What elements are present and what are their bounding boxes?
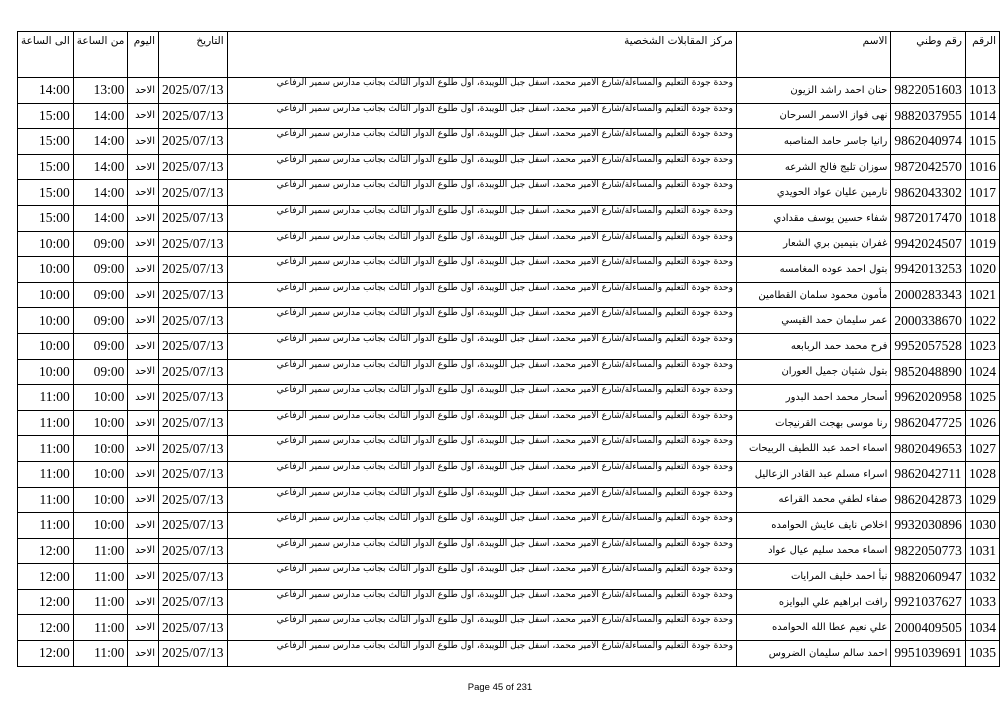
- table-row: [18, 513, 1000, 539]
- cell-name: رنا موسى بهجت القرنيجات: [736, 410, 890, 436]
- cell-national-id: 9932030896: [891, 513, 966, 539]
- cell-date: 2025/07/13: [159, 129, 228, 155]
- cell-name: بتول احمد عوده المغامسه: [736, 257, 890, 283]
- cell-center: وحدة جودة التعليم والمساءلة/شارع الامير محمد، اسفل جبل اللويبدة، اول طلوع الدوار الثالث بجانب مدارس سمير الرفاعي: [227, 282, 736, 308]
- table-row: [18, 205, 1000, 231]
- cell-number: 1017: [965, 180, 999, 206]
- cell-from-time: 14:00: [73, 103, 128, 129]
- cell-national-id: 9882037955: [891, 103, 966, 129]
- cell-day: الاحد: [128, 359, 159, 385]
- cell-from-time: 10:00: [73, 513, 128, 539]
- cell-date: 2025/07/13: [159, 231, 228, 257]
- table-row: [18, 564, 1000, 590]
- cell-center: وحدة جودة التعليم والمساءلة/شارع الامير محمد، اسفل جبل اللويبدة، اول طلوع الدوار الثالث بجانب مدارس سمير الرفاعي: [227, 205, 736, 231]
- cell-to-time: 12:00: [18, 538, 74, 564]
- cell-date: 2025/07/13: [159, 359, 228, 385]
- cell-name: علي نعيم عطا الله الحوامده: [736, 615, 890, 641]
- cell-name: أسحار محمد احمد البدور: [736, 385, 890, 411]
- cell-to-time: 12:00: [18, 564, 74, 590]
- cell-date: 2025/07/13: [159, 641, 228, 667]
- cell-name: مأمون محمود سلمان القطامين: [736, 282, 890, 308]
- cell-name: فرح محمد حمد الربابعه: [736, 333, 890, 359]
- cell-date: 2025/07/13: [159, 461, 228, 487]
- cell-day: الاحد: [128, 282, 159, 308]
- cell-number: 1022: [965, 308, 999, 334]
- cell-national-id: 9852048890: [891, 359, 966, 385]
- table-row: [18, 359, 1000, 385]
- cell-date: 2025/07/13: [159, 410, 228, 436]
- cell-number: 1018: [965, 205, 999, 231]
- cell-from-time: 10:00: [73, 461, 128, 487]
- cell-to-time: 10:00: [18, 359, 74, 385]
- cell-date: 2025/07/13: [159, 436, 228, 462]
- cell-day: الاحد: [128, 513, 159, 539]
- cell-date: 2025/07/13: [159, 564, 228, 590]
- table-row: [18, 641, 1000, 667]
- cell-to-time: 11:00: [18, 513, 74, 539]
- table-row: [18, 129, 1000, 155]
- cell-center: وحدة جودة التعليم والمساءلة/شارع الامير محمد، اسفل جبل اللويبدة، اول طلوع الدوار الثالث بجانب مدارس سمير الرفاعي: [227, 308, 736, 334]
- cell-center: وحدة جودة التعليم والمساءلة/شارع الامير محمد، اسفل جبل اللويبدة، اول طلوع الدوار الثالث بجانب مدارس سمير الرفاعي: [227, 359, 736, 385]
- cell-to-time: 10:00: [18, 308, 74, 334]
- cell-date: 2025/07/13: [159, 385, 228, 411]
- cell-from-time: 09:00: [73, 333, 128, 359]
- cell-national-id: 9921037627: [891, 589, 966, 615]
- cell-center: وحدة جودة التعليم والمساءلة/شارع الامير محمد، اسفل جبل اللويبدة، اول طلوع الدوار الثالث بجانب مدارس سمير الرفاعي: [227, 436, 736, 462]
- cell-date: 2025/07/13: [159, 154, 228, 180]
- cell-date: 2025/07/13: [159, 487, 228, 513]
- cell-from-time: 13:00: [73, 78, 128, 104]
- cell-to-time: 15:00: [18, 103, 74, 129]
- cell-to-time: 11:00: [18, 410, 74, 436]
- cell-date: 2025/07/13: [159, 180, 228, 206]
- cell-national-id: 9822050773: [891, 538, 966, 564]
- page-number: Page 45 of 231: [467, 682, 533, 693]
- cell-number: 1035: [965, 641, 999, 667]
- cell-national-id: 9942024507: [891, 231, 966, 257]
- cell-center: وحدة جودة التعليم والمساءلة/شارع الامير محمد، اسفل جبل اللويبدة، اول طلوع الدوار الثالث بجانب مدارس سمير الرفاعي: [227, 564, 736, 590]
- cell-number: 1014: [965, 103, 999, 129]
- cell-from-time: 11:00: [73, 564, 128, 590]
- cell-day: الاحد: [128, 205, 159, 231]
- cell-day: الاحد: [128, 129, 159, 155]
- cell-date: 2025/07/13: [159, 257, 228, 283]
- cell-to-time: 11:00: [18, 487, 74, 513]
- cell-to-time: 15:00: [18, 154, 74, 180]
- cell-day: الاحد: [128, 641, 159, 667]
- cell-from-time: 11:00: [73, 538, 128, 564]
- cell-to-time: 10:00: [18, 282, 74, 308]
- cell-name: شفاء حسين يوسف مقدادي: [736, 205, 890, 231]
- cell-center: وحدة جودة التعليم والمساءلة/شارع الامير محمد، اسفل جبل اللويبدة، اول طلوع الدوار الثالث بجانب مدارس سمير الرفاعي: [227, 538, 736, 564]
- table-row: [18, 333, 1000, 359]
- cell-center: وحدة جودة التعليم والمساءلة/شارع الامير محمد، اسفل جبل اللويبدة، اول طلوع الدوار الثالث بجانب مدارس سمير الرفاعي: [227, 641, 736, 667]
- cell-day: الاحد: [128, 589, 159, 615]
- header-row: [18, 32, 1000, 78]
- table-row: [18, 436, 1000, 462]
- cell-name: اسراء مسلم عبد القادر الزعاليل: [736, 461, 890, 487]
- cell-date: 2025/07/13: [159, 513, 228, 539]
- cell-to-time: 11:00: [18, 461, 74, 487]
- cell-national-id: 9882060947: [891, 564, 966, 590]
- header-from-time: من الساعة: [73, 32, 128, 78]
- table-row: [18, 385, 1000, 411]
- cell-number: 1033: [965, 589, 999, 615]
- table-row: [18, 154, 1000, 180]
- cell-from-time: 14:00: [73, 180, 128, 206]
- cell-center: وحدة جودة التعليم والمساءلة/شارع الامير محمد، اسفل جبل اللويبدة، اول طلوع الدوار الثالث بجانب مدارس سمير الرفاعي: [227, 385, 736, 411]
- cell-name: حنان احمد راشد الزيون: [736, 78, 890, 104]
- cell-name: نارمين عليان عواد الحويدي: [736, 180, 890, 206]
- cell-date: 2025/07/13: [159, 589, 228, 615]
- cell-name: صفاء لطفي محمد القراعه: [736, 487, 890, 513]
- cell-from-time: 14:00: [73, 205, 128, 231]
- cell-center: وحدة جودة التعليم والمساءلة/شارع الامير محمد، اسفل جبل اللويبدة، اول طلوع الدوار الثالث بجانب مدارس سمير الرفاعي: [227, 410, 736, 436]
- header-to-time: الى الساعة: [18, 32, 74, 78]
- cell-national-id: 9822051603: [891, 78, 966, 104]
- cell-to-time: 14:00: [18, 78, 74, 104]
- cell-center: وحدة جودة التعليم والمساءلة/شارع الامير محمد، اسفل جبل اللويبدة، اول طلوع الدوار الثالث بجانب مدارس سمير الرفاعي: [227, 615, 736, 641]
- cell-center: وحدة جودة التعليم والمساءلة/شارع الامير محمد، اسفل جبل اللويبدة، اول طلوع الدوار الثالث بجانب مدارس سمير الرفاعي: [227, 487, 736, 513]
- cell-name: نهى فواز الاسمر السرحان: [736, 103, 890, 129]
- cell-center: وحدة جودة التعليم والمساءلة/شارع الامير محمد، اسفل جبل اللويبدة، اول طلوع الدوار الثالث بجانب مدارس سمير الرفاعي: [227, 103, 736, 129]
- cell-from-time: 09:00: [73, 282, 128, 308]
- cell-name: اسماء احمد عبد اللطيف الربيحات: [736, 436, 890, 462]
- cell-day: الاحد: [128, 487, 159, 513]
- cell-from-time: 10:00: [73, 385, 128, 411]
- cell-day: الاحد: [128, 78, 159, 104]
- cell-name: بتول شتيان جميل العوران: [736, 359, 890, 385]
- cell-date: 2025/07/13: [159, 538, 228, 564]
- table-row: [18, 231, 1000, 257]
- cell-number: 1025: [965, 385, 999, 411]
- cell-from-time: 10:00: [73, 436, 128, 462]
- cell-national-id: 9962020958: [891, 385, 966, 411]
- cell-national-id: 9862042873: [891, 487, 966, 513]
- cell-to-time: 15:00: [18, 180, 74, 206]
- cell-from-time: 11:00: [73, 641, 128, 667]
- cell-date: 2025/07/13: [159, 615, 228, 641]
- cell-from-time: 09:00: [73, 359, 128, 385]
- cell-from-time: 10:00: [73, 410, 128, 436]
- cell-day: الاحد: [128, 410, 159, 436]
- header-day: اليوم: [128, 32, 159, 78]
- cell-to-time: 10:00: [18, 333, 74, 359]
- cell-name: رافت ابراهيم علي البوايزه: [736, 589, 890, 615]
- cell-center: وحدة جودة التعليم والمساءلة/شارع الامير محمد، اسفل جبل اللويبدة، اول طلوع الدوار الثالث بجانب مدارس سمير الرفاعي: [227, 257, 736, 283]
- cell-center: وحدة جودة التعليم والمساءلة/شارع الامير محمد، اسفل جبل اللويبدة، اول طلوع الدوار الثالث بجانب مدارس سمير الرفاعي: [227, 129, 736, 155]
- table-row: [18, 487, 1000, 513]
- cell-national-id: 9862043302: [891, 180, 966, 206]
- cell-day: الاحد: [128, 180, 159, 206]
- cell-from-time: 10:00: [73, 487, 128, 513]
- cell-from-time: 09:00: [73, 257, 128, 283]
- cell-to-time: 10:00: [18, 231, 74, 257]
- cell-number: 1032: [965, 564, 999, 590]
- table-row: [18, 308, 1000, 334]
- cell-number: 1021: [965, 282, 999, 308]
- table-row: [18, 257, 1000, 283]
- cell-number: 1024: [965, 359, 999, 385]
- cell-center: وحدة جودة التعليم والمساءلة/شارع الامير محمد، اسفل جبل اللويبدة، اول طلوع الدوار الثالث بجانب مدارس سمير الرفاعي: [227, 461, 736, 487]
- cell-name: سوزان تليج فالح الشرعه: [736, 154, 890, 180]
- cell-national-id: 9862047725: [891, 410, 966, 436]
- header-date: التاريخ: [159, 32, 228, 78]
- table-row: [18, 615, 1000, 641]
- cell-center: وحدة جودة التعليم والمساءلة/شارع الامير محمد، اسفل جبل اللويبدة، اول طلوع الدوار الثالث بجانب مدارس سمير الرفاعي: [227, 78, 736, 104]
- table-body: [18, 78, 1000, 667]
- cell-number: 1029: [965, 487, 999, 513]
- cell-national-id: 2000283343: [891, 282, 966, 308]
- cell-number: 1027: [965, 436, 999, 462]
- cell-number: 1031: [965, 538, 999, 564]
- cell-from-time: 09:00: [73, 308, 128, 334]
- cell-to-time: 12:00: [18, 641, 74, 667]
- header-name: الاسم: [736, 32, 890, 78]
- cell-national-id: 9872042570: [891, 154, 966, 180]
- cell-number: 1019: [965, 231, 999, 257]
- table-row: [18, 538, 1000, 564]
- cell-national-id: 9942013253: [891, 257, 966, 283]
- cell-to-time: 15:00: [18, 129, 74, 155]
- table-row: [18, 78, 1000, 104]
- cell-name: احمد سالم سليمان الضروس: [736, 641, 890, 667]
- cell-number: 1023: [965, 333, 999, 359]
- table-row: [18, 103, 1000, 129]
- cell-national-id: 9872017470: [891, 205, 966, 231]
- cell-number: 1034: [965, 615, 999, 641]
- cell-day: الاحد: [128, 385, 159, 411]
- cell-to-time: 11:00: [18, 385, 74, 411]
- cell-name: عمر سليمان حمد القيسي: [736, 308, 890, 334]
- cell-from-time: 09:00: [73, 231, 128, 257]
- cell-national-id: 9952057528: [891, 333, 966, 359]
- table-row: [18, 589, 1000, 615]
- cell-date: 2025/07/13: [159, 282, 228, 308]
- cell-national-id: 2000338670: [891, 308, 966, 334]
- cell-from-time: 11:00: [73, 589, 128, 615]
- cell-national-id: 9862042711: [891, 461, 966, 487]
- cell-center: وحدة جودة التعليم والمساءلة/شارع الامير محمد، اسفل جبل اللويبدة، اول طلوع الدوار الثالث بجانب مدارس سمير الرفاعي: [227, 589, 736, 615]
- cell-to-time: 15:00: [18, 205, 74, 231]
- cell-date: 2025/07/13: [159, 205, 228, 231]
- table-row: [18, 461, 1000, 487]
- cell-name: اخلاص نايف عايش الحوامده: [736, 513, 890, 539]
- cell-day: الاحد: [128, 154, 159, 180]
- cell-national-id: 9802049653: [891, 436, 966, 462]
- cell-day: الاحد: [128, 615, 159, 641]
- cell-number: 1026: [965, 410, 999, 436]
- cell-center: وحدة جودة التعليم والمساءلة/شارع الامير محمد، اسفل جبل اللويبدة، اول طلوع الدوار الثالث بجانب مدارس سمير الرفاعي: [227, 231, 736, 257]
- cell-day: الاحد: [128, 461, 159, 487]
- cell-date: 2025/07/13: [159, 308, 228, 334]
- header-national-id: رقم وطني: [891, 32, 966, 78]
- cell-day: الاحد: [128, 257, 159, 283]
- cell-day: الاحد: [128, 333, 159, 359]
- cell-name: رانيا جاسر حامد المناصبه: [736, 129, 890, 155]
- cell-center: وحدة جودة التعليم والمساءلة/شارع الامير محمد، اسفل جبل اللويبدة، اول طلوع الدوار الثالث بجانب مدارس سمير الرفاعي: [227, 180, 736, 206]
- cell-center: وحدة جودة التعليم والمساءلة/شارع الامير محمد، اسفل جبل اللويبدة، اول طلوع الدوار الثالث بجانب مدارس سمير الرفاعي: [227, 513, 736, 539]
- cell-name: نبأ احمد خليف المرايات: [736, 564, 890, 590]
- cell-day: الاحد: [128, 231, 159, 257]
- cell-to-time: 12:00: [18, 615, 74, 641]
- header-number: الرقم: [965, 32, 999, 78]
- cell-date: 2025/07/13: [159, 333, 228, 359]
- cell-number: 1013: [965, 78, 999, 104]
- cell-number: 1028: [965, 461, 999, 487]
- cell-day: الاحد: [128, 308, 159, 334]
- header-center: مركز المقابلات الشخصية: [227, 32, 736, 78]
- cell-to-time: 11:00: [18, 436, 74, 462]
- cell-from-time: 14:00: [73, 129, 128, 155]
- cell-number: 1020: [965, 257, 999, 283]
- table-row: [18, 410, 1000, 436]
- cell-day: الاحد: [128, 436, 159, 462]
- cell-day: الاحد: [128, 538, 159, 564]
- cell-to-time: 10:00: [18, 257, 74, 283]
- cell-name: غفران بنيمين بري الشعار: [736, 231, 890, 257]
- table-row: [18, 180, 1000, 206]
- cell-national-id: 9862040974: [891, 129, 966, 155]
- cell-day: الاحد: [128, 564, 159, 590]
- cell-to-time: 12:00: [18, 589, 74, 615]
- cell-national-id: 9951039691: [891, 641, 966, 667]
- cell-from-time: 11:00: [73, 615, 128, 641]
- cell-number: 1016: [965, 154, 999, 180]
- cell-from-time: 14:00: [73, 154, 128, 180]
- cell-center: وحدة جودة التعليم والمساءلة/شارع الامير محمد، اسفل جبل اللويبدة، اول طلوع الدوار الثالث بجانب مدارس سمير الرفاعي: [227, 333, 736, 359]
- cell-date: 2025/07/13: [159, 78, 228, 104]
- table-row: [18, 282, 1000, 308]
- cell-name: اسماء محمد سليم عيال عواد: [736, 538, 890, 564]
- cell-number: 1015: [965, 129, 999, 155]
- cell-number: 1030: [965, 513, 999, 539]
- cell-day: الاحد: [128, 103, 159, 129]
- cell-center: وحدة جودة التعليم والمساءلة/شارع الامير محمد، اسفل جبل اللويبدة، اول طلوع الدوار الثالث بجانب مدارس سمير الرفاعي: [227, 154, 736, 180]
- schedule-table: [17, 31, 1000, 667]
- cell-date: 2025/07/13: [159, 103, 228, 129]
- cell-national-id: 2000409505: [891, 615, 966, 641]
